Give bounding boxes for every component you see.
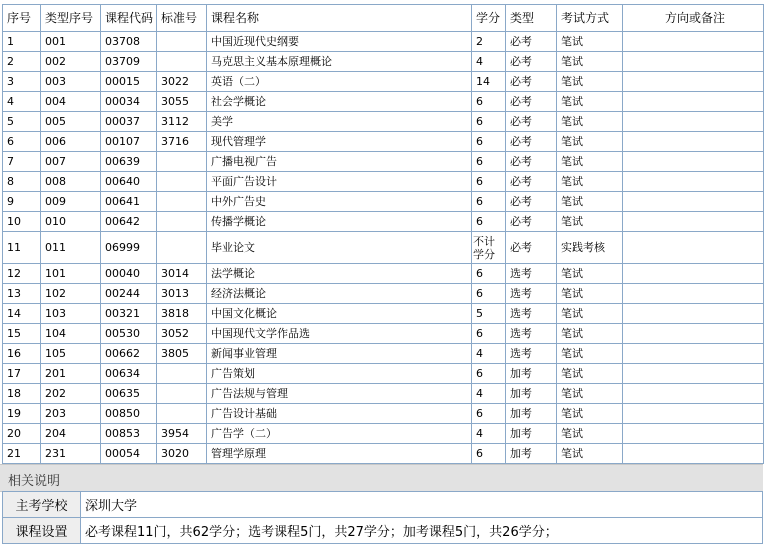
- cell-exam: 笔试: [557, 32, 623, 52]
- col-header-name: 课程名称: [207, 5, 472, 32]
- cell-credit: 4: [472, 424, 506, 444]
- cell-name: 现代管理学: [207, 132, 472, 152]
- cell-code: 00642: [101, 212, 157, 232]
- cell-type-no: 011: [41, 232, 101, 264]
- cell-credit: 6: [472, 444, 506, 464]
- cell-type: 必考: [506, 192, 557, 212]
- cell-code: 00244: [101, 284, 157, 304]
- cell-note: [623, 132, 764, 152]
- cell-exam: 笔试: [557, 404, 623, 424]
- cell-name: 中国文化概论: [207, 304, 472, 324]
- table-row: [3, 172, 764, 192]
- cell-type-no: 103: [41, 304, 101, 324]
- cell-type: 必考: [506, 152, 557, 172]
- cell-no: 12: [3, 264, 41, 284]
- cell-name: 传播学概论: [207, 212, 472, 232]
- cell-exam: 笔试: [557, 264, 623, 284]
- cell-note: [623, 112, 764, 132]
- cell-std: [157, 384, 207, 404]
- cell-type-no: 201: [41, 364, 101, 384]
- cell-code: 00034: [101, 92, 157, 112]
- cell-code: 00037: [101, 112, 157, 132]
- cell-no: 9: [3, 192, 41, 212]
- table-row: [3, 112, 764, 132]
- cell-type: 必考: [506, 32, 557, 52]
- cell-exam: 笔试: [557, 72, 623, 92]
- cell-credit: 6: [472, 364, 506, 384]
- course-table: [2, 4, 764, 464]
- cell-no: 17: [3, 364, 41, 384]
- cell-no: 13: [3, 284, 41, 304]
- cell-type-no: 202: [41, 384, 101, 404]
- cell-credit: 4: [472, 384, 506, 404]
- info-label-school: 主考学校: [3, 492, 81, 518]
- cell-type: 加考: [506, 404, 557, 424]
- cell-name: 中外广告史: [207, 192, 472, 212]
- cell-credit: 6: [472, 284, 506, 304]
- cell-name: 社会学概论: [207, 92, 472, 112]
- cell-type-no: 008: [41, 172, 101, 192]
- cell-exam: 笔试: [557, 284, 623, 304]
- cell-code: 00015: [101, 72, 157, 92]
- cell-no: 15: [3, 324, 41, 344]
- col-header-no: 序号: [3, 5, 41, 32]
- cell-note: [623, 444, 764, 464]
- cell-type: 加考: [506, 444, 557, 464]
- cell-std: 3052: [157, 324, 207, 344]
- table-row: [3, 424, 764, 444]
- cell-type-no: 010: [41, 212, 101, 232]
- cell-note: [623, 344, 764, 364]
- cell-credit: 6: [472, 404, 506, 424]
- cell-note: [623, 212, 764, 232]
- cell-no: 11: [3, 232, 41, 264]
- cell-type: 必考: [506, 132, 557, 152]
- cell-std: 3014: [157, 264, 207, 284]
- cell-exam: 笔试: [557, 112, 623, 132]
- info-row-courses: [3, 518, 763, 544]
- cell-no: 21: [3, 444, 41, 464]
- cell-exam: 笔试: [557, 192, 623, 212]
- cell-note: [623, 324, 764, 344]
- cell-credit: 14: [472, 72, 506, 92]
- cell-type-no: 009: [41, 192, 101, 212]
- cell-name: 广告学（二）: [207, 424, 472, 444]
- cell-std: [157, 404, 207, 424]
- cell-std: 3013: [157, 284, 207, 304]
- cell-type: 加考: [506, 364, 557, 384]
- table-row: [3, 324, 764, 344]
- cell-name: 中国现代文学作品选: [207, 324, 472, 344]
- cell-note: [623, 404, 764, 424]
- table-row: [3, 232, 764, 264]
- cell-std: 3954: [157, 424, 207, 444]
- table-header-row: [3, 5, 764, 32]
- cell-credit: 2: [472, 32, 506, 52]
- cell-name: 英语（二）: [207, 72, 472, 92]
- cell-name: 马克思主义基本原理概论: [207, 52, 472, 72]
- info-row-school: [3, 492, 763, 518]
- cell-std: [157, 172, 207, 192]
- cell-credit: 6: [472, 152, 506, 172]
- cell-credit: 4: [472, 52, 506, 72]
- cell-name: 新闻事业管理: [207, 344, 472, 364]
- cell-note: [623, 72, 764, 92]
- cell-name: 中国近现代史纲要: [207, 32, 472, 52]
- cell-type-no: 007: [41, 152, 101, 172]
- cell-exam: 笔试: [557, 304, 623, 324]
- cell-type: 选考: [506, 324, 557, 344]
- cell-exam: 笔试: [557, 344, 623, 364]
- cell-type-no: 203: [41, 404, 101, 424]
- cell-note: [623, 192, 764, 212]
- cell-std: 3055: [157, 92, 207, 112]
- cell-type-no: 005: [41, 112, 101, 132]
- cell-no: 2: [3, 52, 41, 72]
- cell-no: 16: [3, 344, 41, 364]
- cell-code: 00635: [101, 384, 157, 404]
- cell-note: [623, 424, 764, 444]
- cell-name: 管理学原理: [207, 444, 472, 464]
- cell-credit: 6: [472, 92, 506, 112]
- col-header-type: 类型: [506, 5, 557, 32]
- cell-code: 06999: [101, 232, 157, 264]
- cell-type: 必考: [506, 212, 557, 232]
- table-row: [3, 384, 764, 404]
- cell-credit: 5: [472, 304, 506, 324]
- section-header: [0, 464, 763, 492]
- cell-type-no: 204: [41, 424, 101, 444]
- cell-note: [623, 304, 764, 324]
- cell-credit: 6: [472, 264, 506, 284]
- table-row: [3, 212, 764, 232]
- cell-exam: 笔试: [557, 444, 623, 464]
- cell-type-no: 006: [41, 132, 101, 152]
- cell-note: [623, 52, 764, 72]
- col-header-std: 标准号: [157, 5, 207, 32]
- cell-type: 必考: [506, 172, 557, 192]
- cell-code: 00853: [101, 424, 157, 444]
- cell-no: 19: [3, 404, 41, 424]
- cell-no: 7: [3, 152, 41, 172]
- cell-std: 3112: [157, 112, 207, 132]
- cell-exam: 笔试: [557, 52, 623, 72]
- cell-exam: 笔试: [557, 212, 623, 232]
- table-row: [3, 444, 764, 464]
- cell-no: 5: [3, 112, 41, 132]
- cell-exam: 笔试: [557, 364, 623, 384]
- cell-code: 00054: [101, 444, 157, 464]
- cell-no: 8: [3, 172, 41, 192]
- cell-credit: 4: [472, 344, 506, 364]
- cell-std: 3716: [157, 132, 207, 152]
- cell-no: 20: [3, 424, 41, 444]
- cell-name: 广告设计基础: [207, 404, 472, 424]
- cell-name: 广告策划: [207, 364, 472, 384]
- cell-name: 平面广告设计: [207, 172, 472, 192]
- cell-exam: 笔试: [557, 384, 623, 404]
- cell-type-no: 105: [41, 344, 101, 364]
- table-row: [3, 52, 764, 72]
- cell-type-no: 102: [41, 284, 101, 304]
- cell-std: [157, 32, 207, 52]
- cell-type: 选考: [506, 264, 557, 284]
- cell-note: [623, 32, 764, 52]
- cell-credit: 6: [472, 192, 506, 212]
- cell-code: 00850: [101, 404, 157, 424]
- cell-exam: 笔试: [557, 424, 623, 444]
- cell-code: 00662: [101, 344, 157, 364]
- cell-exam: 笔试: [557, 324, 623, 344]
- cell-exam: 实践考核: [557, 232, 623, 264]
- cell-exam: 笔试: [557, 132, 623, 152]
- cell-std: [157, 152, 207, 172]
- table-row: [3, 152, 764, 172]
- cell-code: 00040: [101, 264, 157, 284]
- cell-type: 必考: [506, 232, 557, 264]
- cell-type-no: 104: [41, 324, 101, 344]
- cell-name: 毕业论文: [207, 232, 472, 264]
- cell-std: 3805: [157, 344, 207, 364]
- cell-std: 3022: [157, 72, 207, 92]
- cell-code: 00321: [101, 304, 157, 324]
- cell-note: [623, 284, 764, 304]
- table-row: [3, 404, 764, 424]
- cell-std: [157, 232, 207, 264]
- cell-name: 广播电视广告: [207, 152, 472, 172]
- cell-std: [157, 52, 207, 72]
- cell-type: 选考: [506, 284, 557, 304]
- info-value-courses: 必考课程11门，共62学分；选考课程5门，共27学分；加考课程5门，共26学分；: [81, 518, 763, 544]
- cell-std: [157, 192, 207, 212]
- cell-no: 18: [3, 384, 41, 404]
- cell-type: 必考: [506, 52, 557, 72]
- cell-code: 00107: [101, 132, 157, 152]
- cell-code: 00640: [101, 172, 157, 192]
- table-row: [3, 92, 764, 112]
- col-header-code: 课程代码: [101, 5, 157, 32]
- cell-credit: 6: [472, 172, 506, 192]
- cell-credit: 不计学分: [472, 232, 506, 264]
- table-row: [3, 72, 764, 92]
- cell-exam: 笔试: [557, 172, 623, 192]
- cell-std: 3818: [157, 304, 207, 324]
- section-title: 相关说明: [8, 474, 61, 489]
- table-row: [3, 344, 764, 364]
- cell-note: [623, 364, 764, 384]
- cell-type-no: 004: [41, 92, 101, 112]
- cell-no: 10: [3, 212, 41, 232]
- cell-std: [157, 212, 207, 232]
- cell-note: [623, 152, 764, 172]
- table-row: [3, 192, 764, 212]
- cell-name: 广告法规与管理: [207, 384, 472, 404]
- cell-type-no: 101: [41, 264, 101, 284]
- cell-code: 00634: [101, 364, 157, 384]
- cell-note: [623, 92, 764, 112]
- cell-type: 选考: [506, 344, 557, 364]
- cell-std: [157, 364, 207, 384]
- col-header-credit: 学分: [472, 5, 506, 32]
- cell-type-no: 001: [41, 32, 101, 52]
- cell-note: [623, 172, 764, 192]
- cell-std: 3020: [157, 444, 207, 464]
- cell-no: 14: [3, 304, 41, 324]
- table-row: [3, 304, 764, 324]
- cell-no: 4: [3, 92, 41, 112]
- info-value-school: 深圳大学: [81, 492, 763, 518]
- cell-credit: 6: [472, 132, 506, 152]
- table-row: [3, 32, 764, 52]
- info-table: [2, 491, 763, 544]
- cell-type: 加考: [506, 384, 557, 404]
- cell-no: 3: [3, 72, 41, 92]
- table-row: [3, 132, 764, 152]
- table-row: [3, 264, 764, 284]
- cell-name: 法学概论: [207, 264, 472, 284]
- cell-type: 必考: [506, 92, 557, 112]
- cell-credit: 6: [472, 212, 506, 232]
- cell-note: [623, 232, 764, 264]
- cell-note: [623, 264, 764, 284]
- table-row: [3, 284, 764, 304]
- col-header-exam: 考试方式: [557, 5, 623, 32]
- cell-type: 必考: [506, 112, 557, 132]
- cell-code: 00530: [101, 324, 157, 344]
- cell-code: 00641: [101, 192, 157, 212]
- col-header-note: 方向或备注: [623, 5, 764, 32]
- cell-code: 03708: [101, 32, 157, 52]
- info-label-courses: 课程设置: [3, 518, 81, 544]
- col-header-type-no: 类型序号: [41, 5, 101, 32]
- cell-type-no: 002: [41, 52, 101, 72]
- cell-name: 经济法概论: [207, 284, 472, 304]
- cell-name: 美学: [207, 112, 472, 132]
- cell-exam: 笔试: [557, 152, 623, 172]
- table-row: [3, 364, 764, 384]
- cell-exam: 笔试: [557, 92, 623, 112]
- cell-no: 1: [3, 32, 41, 52]
- cell-note: [623, 384, 764, 404]
- cell-type-no: 231: [41, 444, 101, 464]
- cell-credit: 6: [472, 112, 506, 132]
- cell-code: 03709: [101, 52, 157, 72]
- cell-no: 6: [3, 132, 41, 152]
- cell-type: 必考: [506, 72, 557, 92]
- cell-type-no: 003: [41, 72, 101, 92]
- cell-type: 加考: [506, 424, 557, 444]
- cell-credit: 6: [472, 324, 506, 344]
- cell-type: 选考: [506, 304, 557, 324]
- cell-code: 00639: [101, 152, 157, 172]
